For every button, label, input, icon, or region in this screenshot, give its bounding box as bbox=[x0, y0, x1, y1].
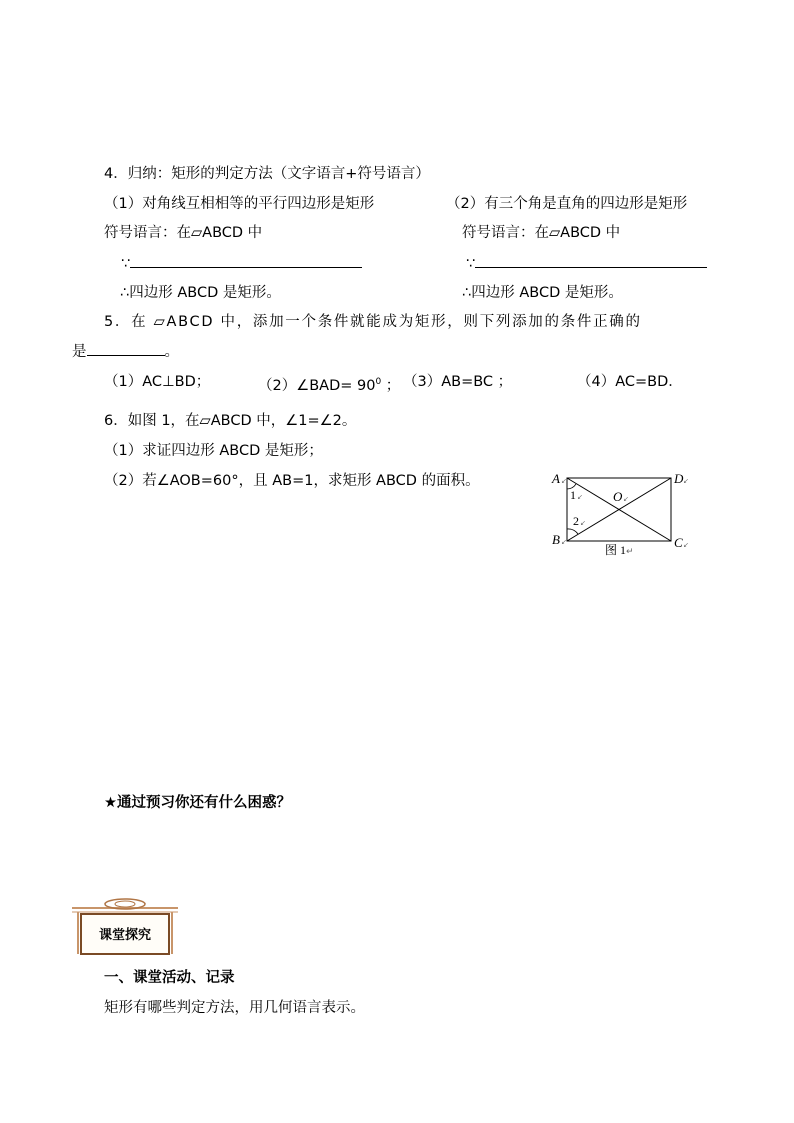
return-mark: ↙ bbox=[683, 541, 689, 549]
answer-blank-left[interactable] bbox=[130, 253, 362, 268]
return-mark: ↙ bbox=[580, 519, 586, 527]
activity-text: 矩形有哪些判定方法，用几何语言表示。 bbox=[104, 1000, 365, 1016]
because-line-left bbox=[121, 253, 362, 274]
return-mark: ↙ bbox=[623, 495, 629, 503]
return-mark: ↙ bbox=[561, 538, 567, 546]
because-line-right bbox=[466, 253, 707, 274]
symbol-label-right: 符号语言：在▱ABCD 中 bbox=[462, 225, 621, 241]
section6-q2: （2）若∠AOB=60°，且 AB=1，求矩形 ABCD 的面积。 bbox=[104, 473, 480, 489]
because-symbol: ∵ bbox=[466, 256, 476, 272]
option-4: （4）AC=BD． bbox=[577, 374, 683, 390]
option-2: （2）∠BAD= $90^0$ ； bbox=[258, 377, 401, 394]
return-mark: ↙ bbox=[577, 493, 583, 501]
section5-question: 5．在 ▱ABCD 中，添加一个条件就能成为矩形，则下列添加的条件正确的 bbox=[104, 314, 642, 330]
answer-blank-right[interactable] bbox=[475, 253, 707, 268]
scroll-knot-inner bbox=[115, 901, 135, 907]
because-symbol: ∵ bbox=[121, 256, 131, 272]
vertex-label-d: D bbox=[674, 471, 684, 486]
section6-q1: （1）求证四边形 ABCD 是矩形； bbox=[104, 443, 323, 459]
section6-title: 6．如图 1，在▱ABCD 中，∠1=∠2。 bbox=[104, 413, 357, 429]
section-badge bbox=[70, 894, 182, 958]
activity-heading: 一、课堂活动、记录 bbox=[104, 970, 235, 986]
return-mark: ↵ bbox=[626, 547, 634, 557]
vertex-label-c: C bbox=[674, 535, 683, 550]
angle-2-label: 2 bbox=[573, 514, 579, 528]
option-1: （1）AC⊥BD； bbox=[104, 374, 211, 390]
symbol-label-left: 符号语言：在▱ABCD 中 bbox=[104, 225, 263, 241]
option-3: （3）AB=BC ； bbox=[403, 374, 513, 390]
figure-1-rectangle bbox=[540, 463, 700, 558]
preview-question: ★通过预习你还有什么困惑？ bbox=[104, 795, 291, 811]
section4-title: 4．归纳：矩形的判定方法（文字语言+符号语言） bbox=[104, 166, 430, 182]
return-mark: ↙ bbox=[683, 477, 689, 485]
answer-blank-5[interactable] bbox=[87, 341, 165, 356]
section5-answer-line: 是 。 bbox=[72, 341, 179, 362]
vertex-label-a: A bbox=[552, 471, 560, 486]
badge-label: 课堂探究 bbox=[98, 928, 152, 943]
criterion-1: （1）对角线互相相等的平行四边形是矩形 bbox=[104, 196, 375, 212]
vertex-label-b: B bbox=[552, 532, 560, 547]
angle-2-arc bbox=[567, 529, 578, 534]
therefore-left: ∴四边形 ABCD 是矩形。 bbox=[120, 285, 281, 301]
therefore-right: ∴四边形 ABCD 是矩形。 bbox=[462, 285, 623, 301]
criterion-2: （2）有三个角是直角的四边形是矩形 bbox=[446, 196, 688, 212]
center-label-o: O bbox=[613, 489, 623, 504]
return-mark: ↙ bbox=[561, 477, 567, 485]
angle-1-label: 1 bbox=[570, 488, 576, 502]
figure-caption: 图 1 bbox=[605, 543, 627, 557]
